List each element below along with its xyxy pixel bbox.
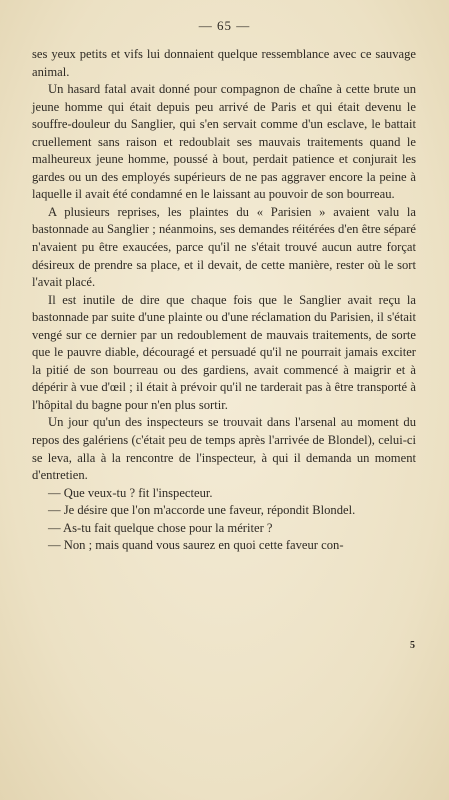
signature-mark: 5	[410, 640, 415, 651]
body-text	[32, 46, 416, 555]
paragraph: Un jour qu'un des inspecteurs se trouvait dans l'arsenal au moment du repos des galériens (c'était peu de temps après l'arrivée de Blondel), celui-ci se leva, alla à la rencontre de l'inspecteur, à qui il demanda un moment d'entretien.	[32, 415, 416, 483]
paragraph: ses yeux petits et vifs lui donnaient quelque ressemblance avec ce sauvage animal.	[32, 47, 416, 79]
dialogue-line: — Je désire que l'on m'accorde une faveur, répondit Blondel.	[48, 503, 356, 518]
page-number: — 65 —	[198, 18, 251, 33]
paragraph: A plusieurs reprises, les plaintes du « Parisien » avaient valu la bastonnade au Sanglier ; néanmoins, ses demandes réitérées d'en être séparé n'avaient pu être exaucées, parce qu'il ne s'était trouvé aucun autre forçat désireux de prendre sa place, et il devait, de cette manière, rester où le sort l'avait placé.	[32, 204, 416, 290]
paragraph: Un hasard fatal avait donné pour compagnon de chaîne à cette brute un jeune homme qui était depuis peu arrivé de Paris et qui était devenu le souffre-douleur du Sanglier, qui s'en servait comme d'un esclave, le battait cruellement sans raison et redoublait ses mauvais traitements quand le malheureux jeune homme, poussé à bout, perdait patience et conjurait les gardes ou un des employés supérieurs de ne pas aggraver encore la peine à laquelle il avait été condamné en le laissant au pouvoir de son bourreau.	[32, 82, 416, 202]
dialogue-line: — As-tu fait quelque chose pour la mériter ?	[48, 520, 273, 535]
dialogue-line: — Non ; mais quand vous saurez en quoi cette faveur con-	[48, 538, 344, 553]
dialogue-line: — Que veux-tu ? fit l'inspecteur.	[48, 485, 213, 500]
paragraph: Il est inutile de dire que chaque fois que le Sanglier avait reçu la bastonnade par suite d'une plainte ou d'une réclamation du Parisien, il s'était vengé sur ce dernier par un redoublement de mauvais traitements, de sorte que le pauvre diable, découragé et persuadé qu'il ne pourrait jamais exciter la pitié de son bourreau ou des gardiens, avait commencé à maigrir et à dépérir à vue d'œil ; il était à prévoir qu'il ne tarderait pas à être transporté à l'hôpital du bagne pour n'en plus sortir.	[32, 292, 416, 412]
